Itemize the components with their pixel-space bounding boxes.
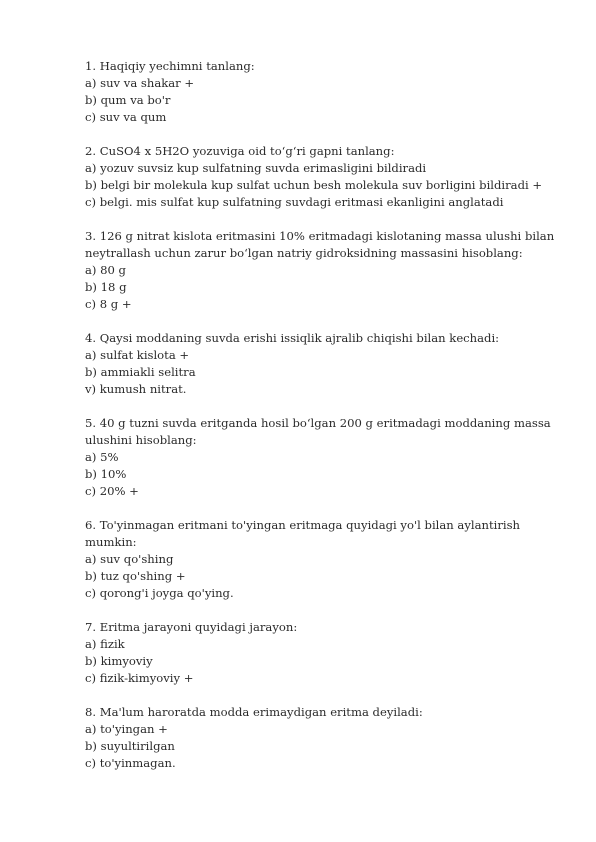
answer-option-c: c) 20% + [85,484,139,498]
question-6 [85,517,545,602]
question-2 [85,143,545,211]
answer-option-a: a) 5% [85,450,119,464]
answer-option-b: b) ammiakli selitra [85,365,196,379]
answer-option-c: c) belgi. mis sulfat kup sulfatning suvdagi eritmasi ekanligini anglatadi [85,195,504,209]
answer-option-a: a) suv qo'shing [85,552,174,566]
question-stem: 6. To'yinmagan eritmani to'yingan eritmaga quyidagi yo'l bilan aylantirish [85,518,521,532]
answer-option-b: b) kimyoviy [85,654,153,668]
answer-option-b: b) tuz qo'shing + [85,569,186,583]
question-stem: 2. CuSO4 x 5H2O yozuviga oid to‘g‘ri gapni tanlang: [85,144,395,158]
answer-option-b: b) qum va bo'r [85,93,171,107]
answer-option-b: b) belgi bir molekula kup sulfat uchun besh molekula suv borligini bildiradi + [85,178,543,192]
answer-option-c: c) to'yinmagan. [85,756,176,770]
question-stem: 5. 40 g tuzni suvda eritganda hosil bo‘lgan 200 g eritmadagi moddaning massa [85,416,551,430]
answer-option-a: a) yozuv suvsiz kup sulfatning suvda erimasligini bildiradi [85,161,427,175]
document-page [85,58,555,789]
answer-option-c: c) suv va qum [85,110,167,124]
answer-option-b: b) 18 g [85,280,127,294]
question-8 [85,704,545,772]
question-4 [85,330,545,398]
answer-option-v: v) kumush nitrat. [85,382,187,396]
answer-option-a: a) fizik [85,637,125,651]
question-stem: 3. 126 g nitrat kislota eritmasini 10% eritmadagi kislotaning massa ulushi bilan [85,229,555,243]
answer-option-b: b) suyultirilgan [85,739,175,753]
answer-option-a: a) to'yingan + [85,722,168,736]
question-stem: 4. Qaysi moddaning suvda erishi issiqlik ajralib chiqishi bilan kechadi: [85,331,500,345]
question-stem: 8. Ma'lum haroratda modda erimaydigan eritma deyiladi: [85,705,423,719]
answer-option-a: a) sulfat kislota + [85,348,190,362]
answer-option-c: c) fizik-kimyoviy + [85,671,194,685]
question-5 [85,415,551,500]
question-stem-continuation: ulushini hisoblang: [85,433,197,447]
answer-option-c: c) qorong'i joyga qo'ying. [85,586,234,600]
question-stem-continuation: neytrallash uchun zarur bo‘lgan natriy gidroksidning massasini hisoblang: [85,246,523,260]
answer-option-c: c) 8 g + [85,297,132,311]
question-1 [85,58,545,126]
question-stem-continuation: mumkin: [85,535,137,549]
question-3 [85,228,555,313]
question-stem: 1. Haqiqiy yechimni tanlang: [85,59,255,73]
answer-option-a: a) suv va shakar + [85,76,195,90]
question-7 [85,619,545,687]
answer-option-a: a) 80 g [85,263,126,277]
answer-option-b: b) 10% [85,467,127,481]
question-stem: 7. Eritma jarayoni quyidagi jarayon: [85,620,298,634]
